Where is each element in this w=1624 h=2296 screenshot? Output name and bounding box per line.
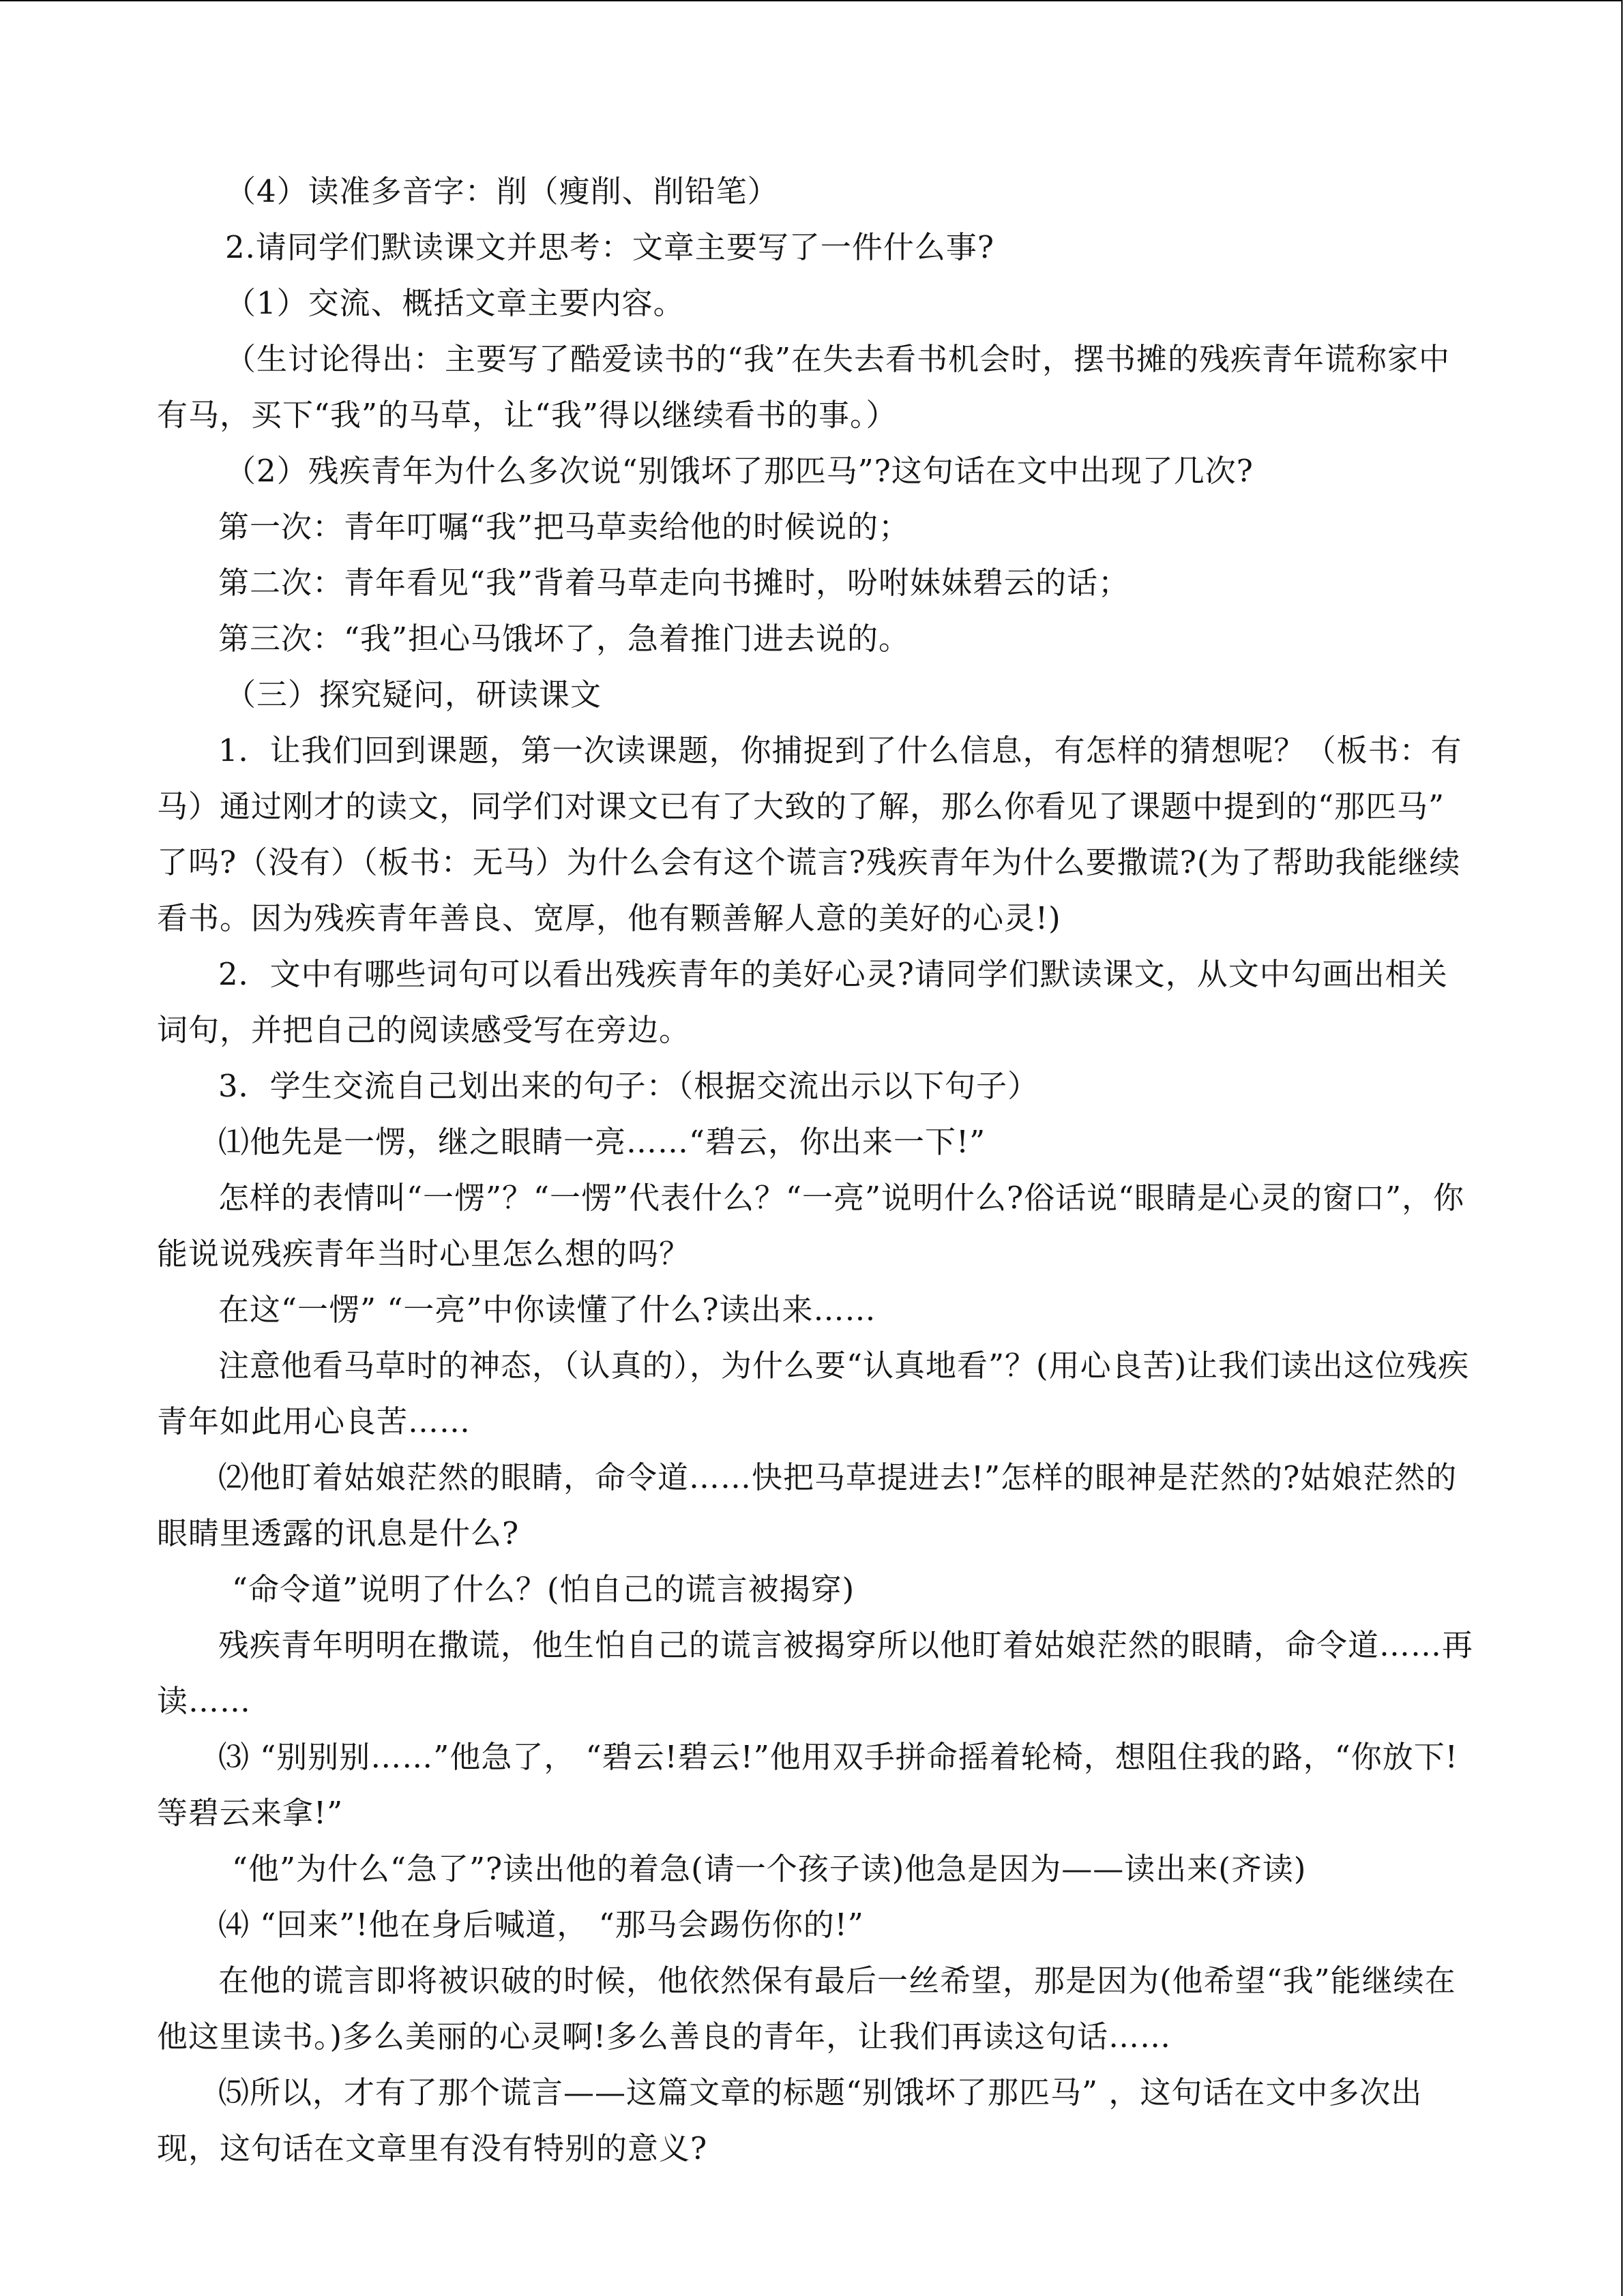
quote-2: ⑵他盯着姑娘茫然的眼睛，命令道……快把马草提进去!”怎样的眼神是茫然的?姑娘茫然的眼睛里透露的讯息是什么? [157,1459,1458,1551]
paragraph-attitude: 注意他看马草时的神态，（认真的），为什么要“认真地看”？(用心良苦)让我们读出这位残疾青年如此用心良苦…… [157,1347,1470,1440]
paragraph-anxious: “他”为什么“急了”?读出他的着急(请一个孩子读)他急是因为——读出来(齐读) [232,1851,1307,1887]
paragraph-summary: （1）交流、概括文章主要内容。 [225,285,685,321]
paragraph-first-time: 第一次：青年叮嘱“我”把马草卖给他的时候说的； [218,509,911,545]
paragraph-step-2: 2．文中有哪些词句可以看出残疾青年的美好心灵?请同学们默读课文，从文中勾画出相关词句，并把自己的阅读感受写在旁边。 [157,956,1448,1048]
paragraph-discussion: （生讨论得出：主要写了酷爱读书的“我”在失去看书机会时，摆书摊的残疾青年谎称家中有马，买下“我”的马草，让“我”得以继续看书的事。） [157,341,1451,433]
paragraph-expression: 怎样的表情叫“一愣”？“一愣”代表什么？“一亮”说明什么?俗话说“眼睛是心灵的窗口”，你能说说残疾青年当时心里怎么想的吗？ [157,1180,1465,1272]
paragraph-lying: 残疾青年明明在撒谎，他生怕自己的谎言被揭穿所以他盯着姑娘茫然的眼睛，命令道……再读…… [157,1627,1474,1719]
paragraph-third-time: 第三次：“我”担心马饿坏了，急着推门进去说的。 [218,621,911,657]
paragraph-command: “命令道”说明了什么？(怕自己的谎言被揭穿) [232,1571,855,1607]
paragraph-question-2: 2.请同学们默读课文并思考：文章主要写了一件什么事? [225,229,995,265]
paragraph-hope: 在他的谎言即将被识破的时候，他依然保有最后一丝希望，那是因为(他希望“我”能继续在他这里读书。)多么美丽的心灵啊!多么善良的青年，让我们再读这句话…… [157,1963,1456,2055]
section-heading-explore: （三）探究疑问，研读课文 [225,676,602,713]
paragraph-why-repeat: （2）残疾青年为什么多次说“别饿坏了那匹马”?这句话在文中出现了几次? [225,453,1254,489]
quote-5: ⑸所以，才有了那个谎言——这篇文章的标题“别饿坏了那匹马” ，这句话在文中多次出现，这句话在文章里有没有特别的意义? [157,2074,1423,2166]
quote-3: ⑶ “别别别……”他急了， “碧云!碧云!”他用双手拼命摇着轮椅，想阻住我的路，“你放下!等碧云来拿!” [157,1739,1458,1831]
quote-4: ⑷ “回来”!他在身后喊道， “那马会踢伤你的!” [218,1907,864,1943]
paragraph-step-3: 3．学生交流自己划出来的句子：（根据交流出示以下句子） [218,1068,1039,1104]
paragraph-polyphone: （4）读准多音字：削（瘦削、削铅笔） [225,173,779,209]
quote-1: ⑴他先是一愣，继之眼睛一亮……“碧云，你出来一下!” [218,1124,986,1160]
document-body [157,164,1473,2177]
paragraph-step-1: 1．让我们回到课题，第一次读课题，你捕捉到了什么信息，有怎样的猜想呢？（板书：有马）通过刚才的读文，同学们对课文已有了大致的了解，那么你看见了课题中提到的“那匹马” 了吗?（没有）（板书：无马）为什么会有这个谎言?残疾青年为什么要撒谎?(为了帮助我能继续看书。因为残疾青年善良、宽厚，他有颗善解人意的美好的心灵!) [157,732,1462,936]
paragraph-second-time: 第二次：青年看见“我”背着马草走向书摊时，吩咐妹妹碧云的话； [218,565,1130,601]
paragraph-understand: 在这“一愣” “一亮”中你读懂了什么?读出来…… [218,1292,876,1328]
